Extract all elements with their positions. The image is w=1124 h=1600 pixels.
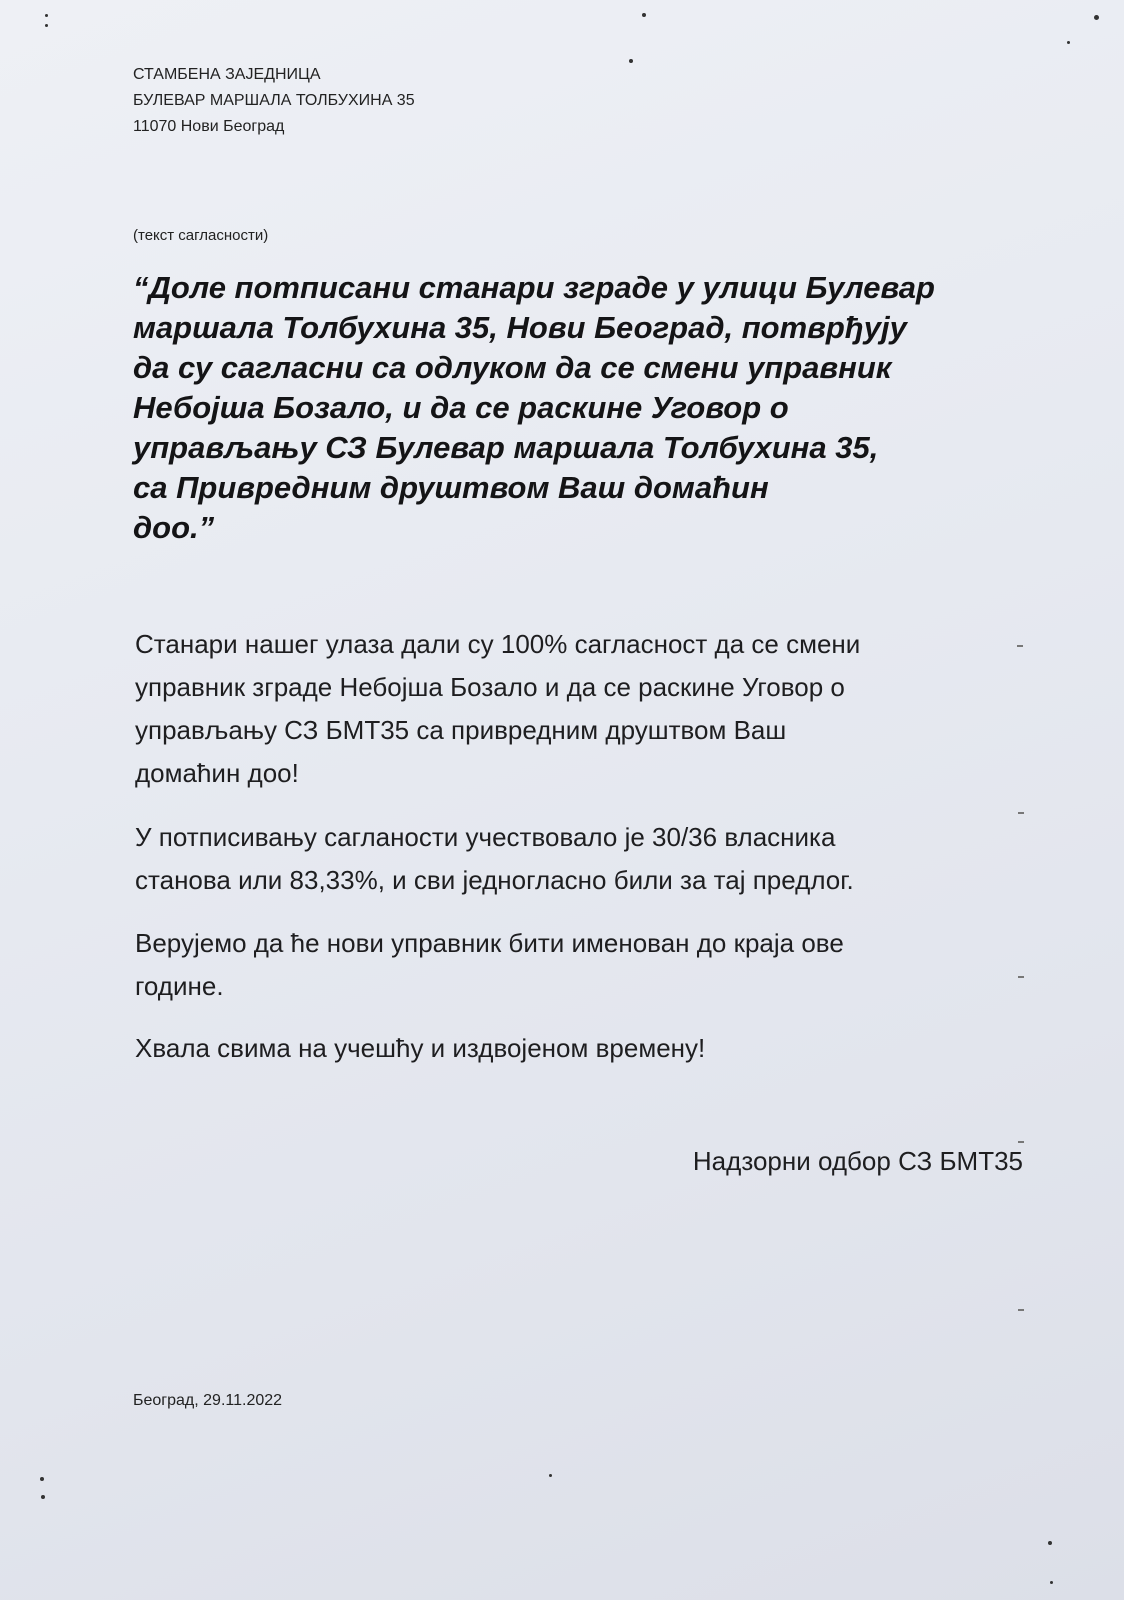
paragraph-line: У потписивању сагланости учествовало је 30/36 власника — [135, 822, 836, 852]
paragraph-line: Станари нашег улаза дали су 100% сагласност да се смени — [135, 629, 861, 659]
consent-text-note: (текст сагласности) — [133, 227, 269, 244]
paragraph-participation — [135, 816, 1015, 902]
paper-speck — [45, 24, 48, 27]
paper-mark — [1018, 1141, 1024, 1143]
consent-quote — [133, 268, 1033, 548]
paper-mark — [1017, 645, 1023, 647]
paper-speck — [1094, 15, 1099, 20]
paper-speck — [1048, 1541, 1052, 1545]
paper-speck — [629, 59, 633, 63]
paragraph-consent-result — [135, 623, 1015, 795]
paper-mark — [1018, 976, 1024, 978]
paper-speck — [642, 13, 646, 17]
paper-mark — [1018, 1309, 1024, 1311]
place-date: Београд, 29.11.2022 — [133, 1392, 283, 1409]
paper-speck — [41, 1495, 45, 1499]
paragraph-thanks — [135, 1027, 1015, 1070]
paragraph-line: станова или 83,33%, и сви једногласно били за тај предлог. — [135, 865, 854, 895]
paper-speck — [45, 14, 48, 17]
signoff: Надзорни одбор СЗ БМТ35 — [692, 1146, 1023, 1176]
paragraph-new-manager — [135, 922, 1015, 1008]
paper-mark — [1018, 812, 1024, 814]
quote-line: Небојша Бозало, и да се раскине Уговор о — [133, 390, 789, 425]
sender-line: СТАМБЕНА ЗАЈЕДНИЦА — [133, 66, 321, 83]
quote-line: управљању СЗ Булевар маршала Толбухина 35, — [133, 430, 879, 465]
paragraph-line: домаћин доо! — [135, 758, 299, 788]
paragraph-line: управник зграде Небојша Бозало и да се раскине Уговор о — [135, 672, 845, 702]
sender-address — [133, 62, 415, 140]
paragraph-line: Хвала свима на учешћу и издвојеном времену! — [135, 1033, 706, 1063]
paper-speck — [549, 1474, 552, 1477]
paper-speck — [1050, 1581, 1053, 1584]
paper-speck — [40, 1477, 44, 1481]
paragraph-line: управљању СЗ БМТ35 са привредним друштвом Ваш — [135, 715, 787, 745]
sender-line: БУЛЕВАР МАРШАЛА ТОЛБУХИНА 35 — [133, 92, 415, 109]
paragraph-line: Верујемо да ће нови управник бити именован до краја ове — [135, 928, 844, 958]
sender-line: 11070 Нови Београд — [133, 118, 285, 135]
quote-line: са Привредним друштвом Ваш домаћин — [133, 470, 769, 505]
quote-line: маршала Толбухина 35, Нови Београд, потврђују — [133, 310, 907, 345]
quote-line: доо.” — [133, 510, 215, 545]
quote-line: “Доле потписани станари зграде у улици Булевар — [133, 270, 935, 305]
paragraph-line: године. — [135, 971, 224, 1001]
paper-speck — [1067, 41, 1070, 44]
quote-line: да су сагласни са одлуком да се смени управник — [133, 350, 892, 385]
